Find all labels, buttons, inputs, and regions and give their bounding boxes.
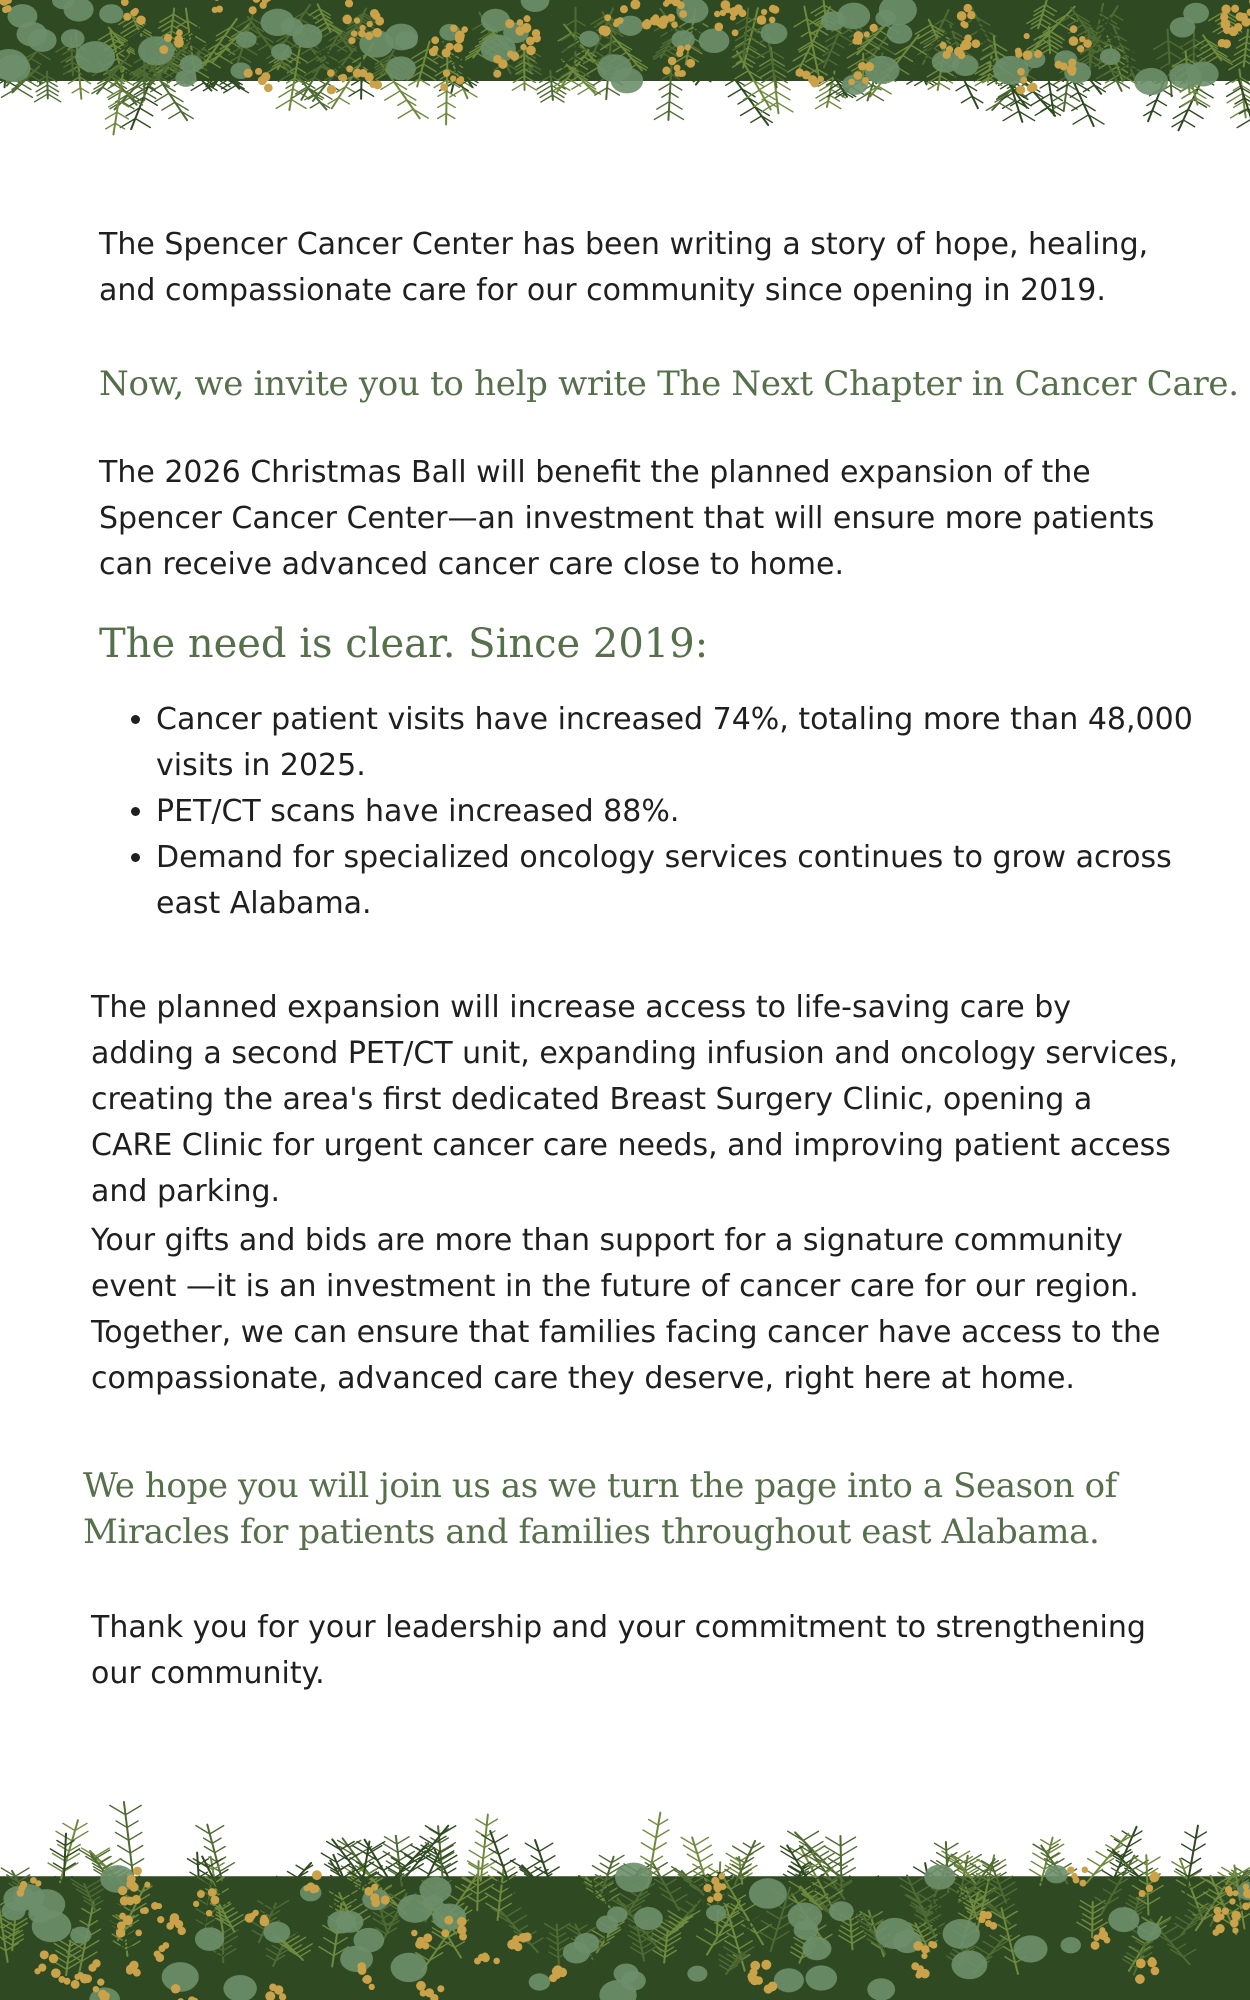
bottom-garland [0, 1775, 1250, 2000]
list-item: • Cancer patient visits have increased 74%, totaling more than 48,000 visits in 2025. [156, 697, 1216, 789]
statistics-list [112, 697, 1216, 927]
intro-paragraph: The Spencer Cancer Center has been writing a story of hope, healing, and compassionate care for our community since opening in 2019. [99, 227, 1149, 308]
top-garland [0, 0, 1250, 180]
evergreen-garland-icon [0, 1775, 1250, 2000]
evergreen-garland-icon [0, 0, 1250, 180]
gifts-paragraph: Your gifts and bids are more than support for a signature community event —it is an investment in the future of cancer care for our region. Together, we can ensure that families facing cancer have access to the compassionate, advanced care they deserve, right here at home. [91, 1223, 1161, 1396]
invite-heading: Now, we invite you to help write The Next Chapter in Cancer Care. [99, 364, 1239, 404]
list-item: • PET/CT scans have increased 88%. [156, 789, 1216, 835]
list-item: • Demand for specialized oncology services continues to grow across east Alabama. [156, 835, 1216, 927]
thanks-paragraph: Thank you for your leadership and your commitment to strengthening our community. [91, 1610, 1146, 1691]
need-heading: The need is clear. Since 2019: [99, 621, 709, 667]
expansion-paragraph: The planned expansion will increase access to life-saving care by adding a second PET/CT unit, expanding infusion and oncology services, creating the area's first dedicated Breast Surgery Clinic, opening a CARE Clinic for urgent cancer care needs, and improving patient access and parking. [91, 990, 1179, 1209]
hope-heading: We hope you will join us as we turn the page into a Season of Miracles for patients and families throughout east Alabama. [83, 1466, 1117, 1552]
christmas-ball-paragraph: The 2026 Christmas Ball will benefit the planned expansion of the Spencer Cancer Center—an investment that will ensure more patients can receive advanced cancer care close to home. [99, 455, 1155, 582]
